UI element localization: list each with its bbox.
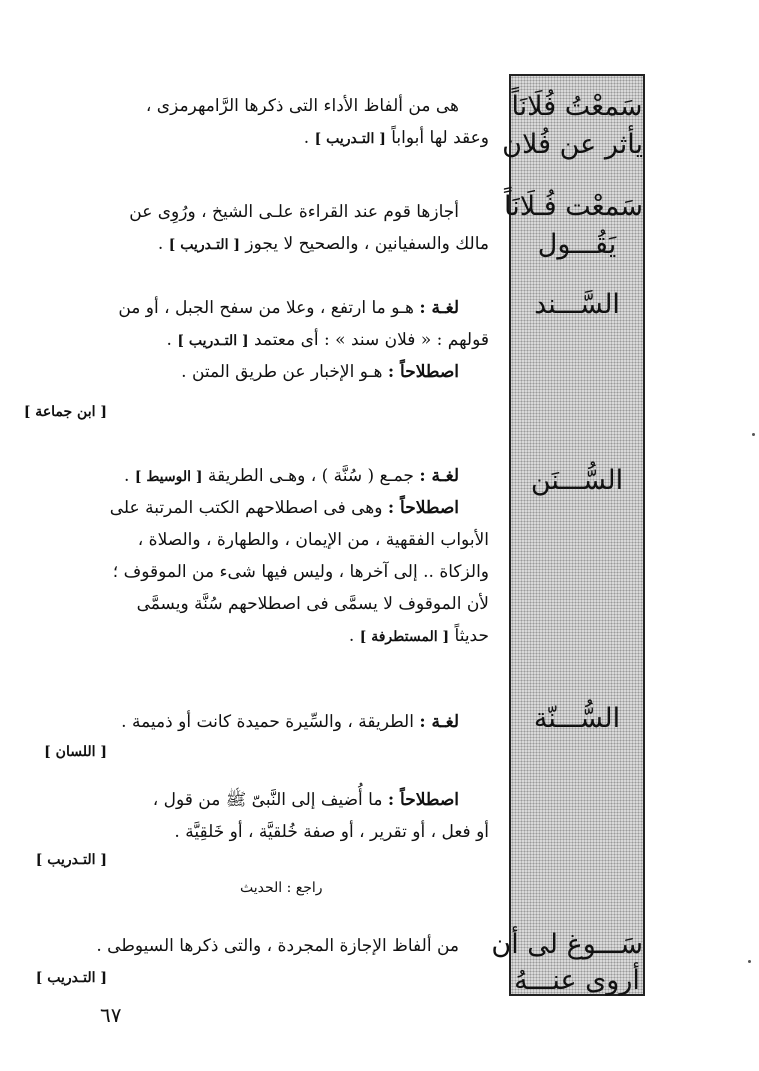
term-1-line-1: سَمعْتُ فُلَانَاً [511,91,643,122]
entry-5-istilah-text: ما أُضيف إلى النَّبىّ ﷺ من قول ، [152,790,383,810]
entry-4-istilah-text: وهى فى اصطلاحهم الكتب المرتبة على [109,498,383,518]
entry-2-line-2 [89,228,489,260]
entry-3 [89,292,489,388]
entry-5-lugha-text: الطريقة ، والسِّيرة حميدة كانت أو ذميمة . [121,712,414,732]
term-1-line-2: يأثر عن فُلان [502,129,643,160]
entry-5-lugha-label: لغـة : [419,712,459,732]
entry-2-source: [ التـدريب ] [168,237,240,253]
entry-3-period: . [166,330,172,350]
entry-5-istilah [89,784,489,848]
entry-4-text-6: حديثاً [454,626,489,646]
entry-4-line-5: لأن الموقوف لا يسمَّى فى اصطلاحهم سُنَّة ويسمَّى [136,594,489,614]
entry-4 [89,460,489,652]
entry-2-text: مالك والسفيانين ، والصحيح لا يجوز [245,234,489,254]
entry-3-line-3 [89,356,489,388]
entry-5-line-1 [89,706,489,738]
scan-speck [748,960,751,963]
entry-1-text: وعقد لها أبواباً [391,128,489,148]
entry-5-line-3: أو فعل ، أو تقرير ، أو صفة خُلقيَّة ، أو خَلقِيَّة . [174,822,489,842]
entry-4-period: . [124,466,130,486]
entry-6-source: [ التـدريب ] [35,970,107,986]
term-heading-3 [511,286,643,324]
term-5-line-1: السُّـــنّة [533,703,621,734]
entry-5-source: [ اللسان ] [44,744,107,760]
entry-6 [89,930,489,962]
entry-4-source-2: [ المستطرفة ] [359,629,450,645]
entry-3-source: [ التـدريب ] [177,333,249,349]
entry-4-line-4: والزكاة .. إلى آخرها ، وليس فيها شىء من الموقوف ؛ [112,562,489,582]
entry-3-istilah-label: اصطلاحاً : [387,362,459,382]
entry-2 [89,196,489,260]
terms-sidebar [491,74,645,996]
entry-6-line-1: من ألفاظ الإجازة المجردة ، والتى ذكرها السيوطى . [96,936,459,956]
term-3-line-1: السَّـــند [534,289,620,320]
term-2-line-1: سَمعْت فُـلَانَاً [503,191,643,222]
entry-4-line-3: الأبواب الفقهية ، من الإيمان ، والطهارة ، والصلاة ، [137,530,489,550]
entry-4-source: [ الوسيط ] [134,469,203,485]
entry-3-line-2 [89,324,489,356]
entry-5-istilah-label: اصطلاحاً : [387,790,459,810]
term-heading-5 [511,700,643,738]
entry-1-line-2 [89,122,489,154]
term-2-line-2: يَقُـــول [537,229,617,260]
term-4-line-1: السُّـــنَن [530,465,624,496]
entry-1 [89,90,489,154]
entry-1-source: [ التـدريب ] [314,131,386,147]
term-6-line-2: أروى عنـــهُ [514,965,640,996]
entry-4-line-1 [89,460,489,492]
entry-5-source-2: [ التـدريب ] [35,852,107,868]
term-heading-6 [491,926,643,998]
page-number: ٦٧ [100,1003,122,1027]
term-heading-2 [503,188,643,264]
term-heading-1 [502,88,643,164]
entry-2-period: . [157,234,164,254]
term-heading-4 [511,462,643,500]
entry-4-line-2 [89,492,489,524]
term-6-line-1: سَـــوغ لى أن [491,929,643,960]
entry-1-line-1: هى من ألفاظ الأداء التى ذكرها الرَّامهرمزى ، [145,96,459,116]
entry-3-lugha-label: لغـة : [419,298,459,318]
entry-3-source-2: [ ابن جماعة ] [23,404,107,420]
entry-1-period: . [303,128,310,148]
entry-3-istilah-text: هـو الإخبار عن طريق المتن . [181,362,383,382]
entry-4-period-2: . [348,626,355,646]
entry-3-lugha-text: هـو ما ارتفع ، وعلا من سفح الجبل ، أو من [118,298,414,318]
see-also-reference: راجع : الحديث [240,880,323,896]
entry-3-text-2: قولهم : « فلان سند » : أى معتمد [254,330,489,350]
entry-4-istilah-label: اصطلاحاً : [387,498,459,518]
scan-speck [752,433,755,436]
entry-4-line-6 [89,620,489,652]
entry-3-line-1 [89,292,489,324]
entry-2-line-1: أجازها قوم عند القراءة علـى الشيخ ، ورُوِى عن [129,202,459,222]
entry-5-line-2 [89,784,489,816]
entry-4-lugha-text: جمـع ( سُنَّة ) ، وهـى الطريقة [207,466,414,486]
entry-4-lugha-label: لغـة : [419,466,459,486]
entry-5 [89,706,489,738]
